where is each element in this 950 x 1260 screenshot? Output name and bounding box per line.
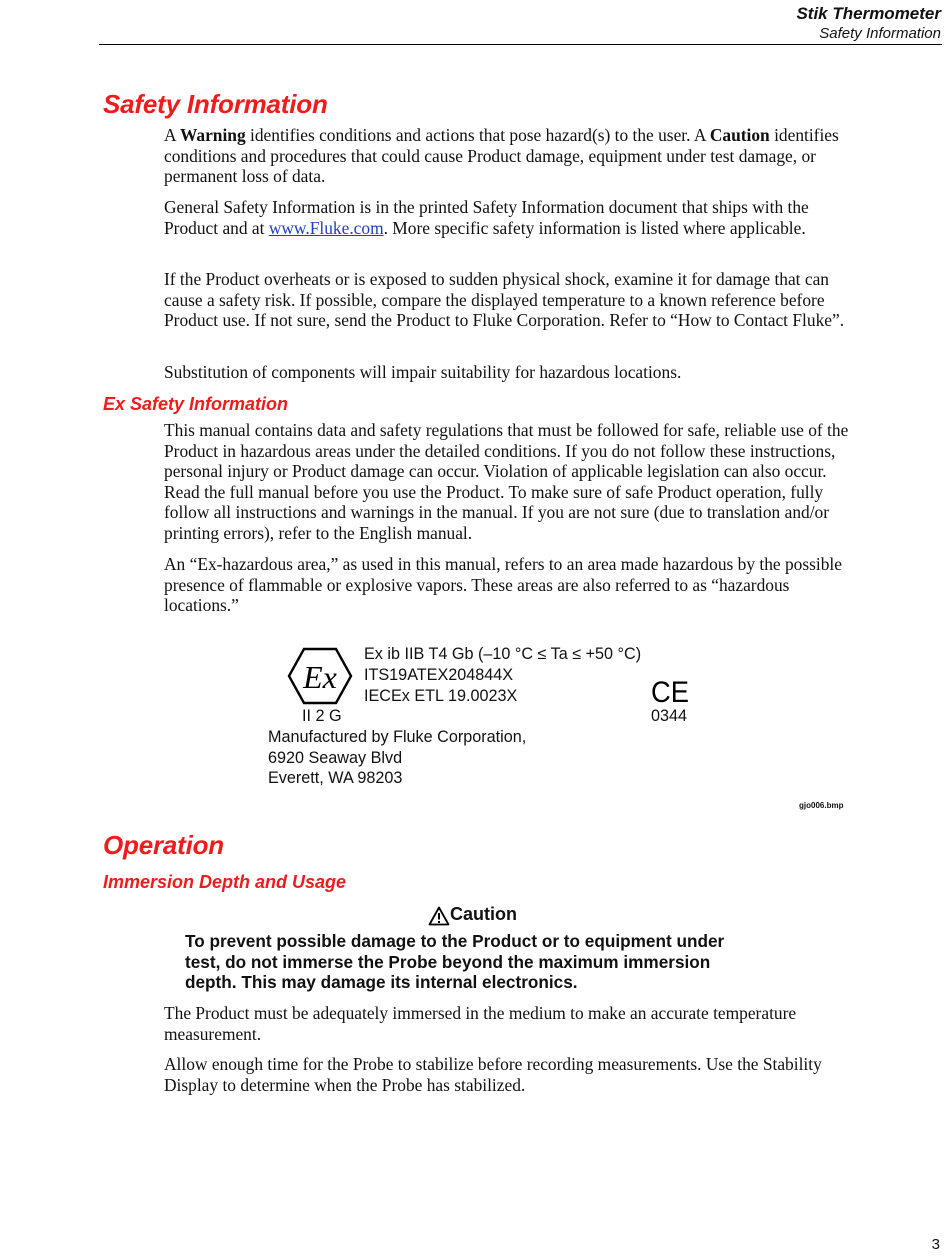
text-run: identifies conditions and procedures that could cause Product damage, equipment under test damage, or permanent loss of data.: [164, 125, 839, 187]
operation-para-2: Allow enough time for the Probe to stabilize before recording measurements. Use the Stability Display to determine when the Probe has stabilized.: [164, 1054, 822, 1095]
ex-safety-heading: Ex Safety Information: [103, 394, 289, 414]
ex-certificate-number: ITS19ATEX204844X: [364, 666, 514, 684]
ex-marking-line-1: Ex ib IIB T4 Gb (–10 °C ≤ Ta ≤ +50 °C): [364, 645, 642, 663]
safety-para-1: [164, 125, 854, 187]
caution-title: Caution: [450, 904, 517, 924]
ex-logo-text: Ex: [303, 659, 337, 695]
text-run: . More specific safety information is listed where applicable.: [383, 217, 806, 238]
figure-reference: gjo006.bmp: [799, 801, 844, 810]
text-run: General Safety Information is in the printed Safety Information document that ships with the Product and at: [164, 197, 809, 238]
ce-mark-text: CE: [651, 676, 689, 706]
immersion-depth-heading: Immersion Depth and Usage: [103, 872, 347, 892]
text-run: identifies conditions and actions that pose hazard(s) to the user. A: [245, 125, 710, 145]
page-number: 3: [931, 1236, 940, 1253]
ex-safety-para-1: This manual contains data and safety regulations that must be followed for safe, reliable use of the Product in hazardous areas under the detailed conditions. If you do not follow these instructions, personal injury or Product damage can occur. Violation of applicable legislation can also occur. Read the full manual before you use the Product. To make sure of safe Product operation, fully follow all instructions and warnings in the manual. If you are not sure (due to translation and/or printing errors), refer to the English manual.: [164, 420, 849, 543]
caution-text: To prevent possible damage to the Product or to equipment under test, do not immerse the Probe beyond the maximum immersion depth. This may damage its internal electronics.: [185, 931, 725, 992]
warning-term: Warning: [179, 125, 246, 145]
ce-mark-icon: [650, 676, 690, 706]
ex-hexagon-icon: [287, 647, 353, 705]
ex-safety-para-2: An “Ex-hazardous area,” as used in this manual, refers to an area made hazardous by the possible presence of flammable or explosive vapors. These areas are also referred to as “hazardous locations.”: [164, 554, 842, 616]
text-run: A: [164, 125, 180, 145]
safety-info-heading: Safety Information: [103, 89, 328, 119]
warning-triangle-icon: [428, 906, 450, 926]
safety-para-3: If the Product overheats or is exposed to sudden physical shock, examine it for damage that can cause a safety risk. If possible, compare the displayed temperature to a known reference before Product use. If not sure, send the Product to Fluke Corporation. Refer to “How to Contact Fluke”.: [164, 269, 845, 331]
running-header-subtitle: Safety Information: [819, 25, 941, 42]
fluke-website-link[interactable]: www.Fluke.com: [268, 217, 384, 238]
manufacturer-line-3: Everett, WA 98203: [268, 769, 403, 787]
equipment-group: II 2 G: [302, 707, 342, 725]
notified-body-number: 0344: [651, 707, 688, 725]
running-header-title: Stik Thermometer: [796, 4, 941, 23]
iecex-certificate-number: IECEx ETL 19.0023X: [364, 687, 518, 705]
safety-para-2: [164, 197, 854, 238]
operation-para-1: The Product must be adequately immersed in the medium to make an accurate temperature measurement.: [164, 1003, 797, 1044]
manufacturer-line-2: 6920 Seaway Blvd: [268, 749, 403, 767]
safety-para-4: Substitution of components will impair suitability for hazardous locations.: [164, 362, 682, 382]
manufacturer-line-1: Manufactured by Fluke Corporation,: [268, 728, 527, 746]
caution-term: Caution: [709, 125, 770, 145]
header-rule: [99, 44, 942, 45]
operation-heading: Operation: [103, 830, 224, 860]
